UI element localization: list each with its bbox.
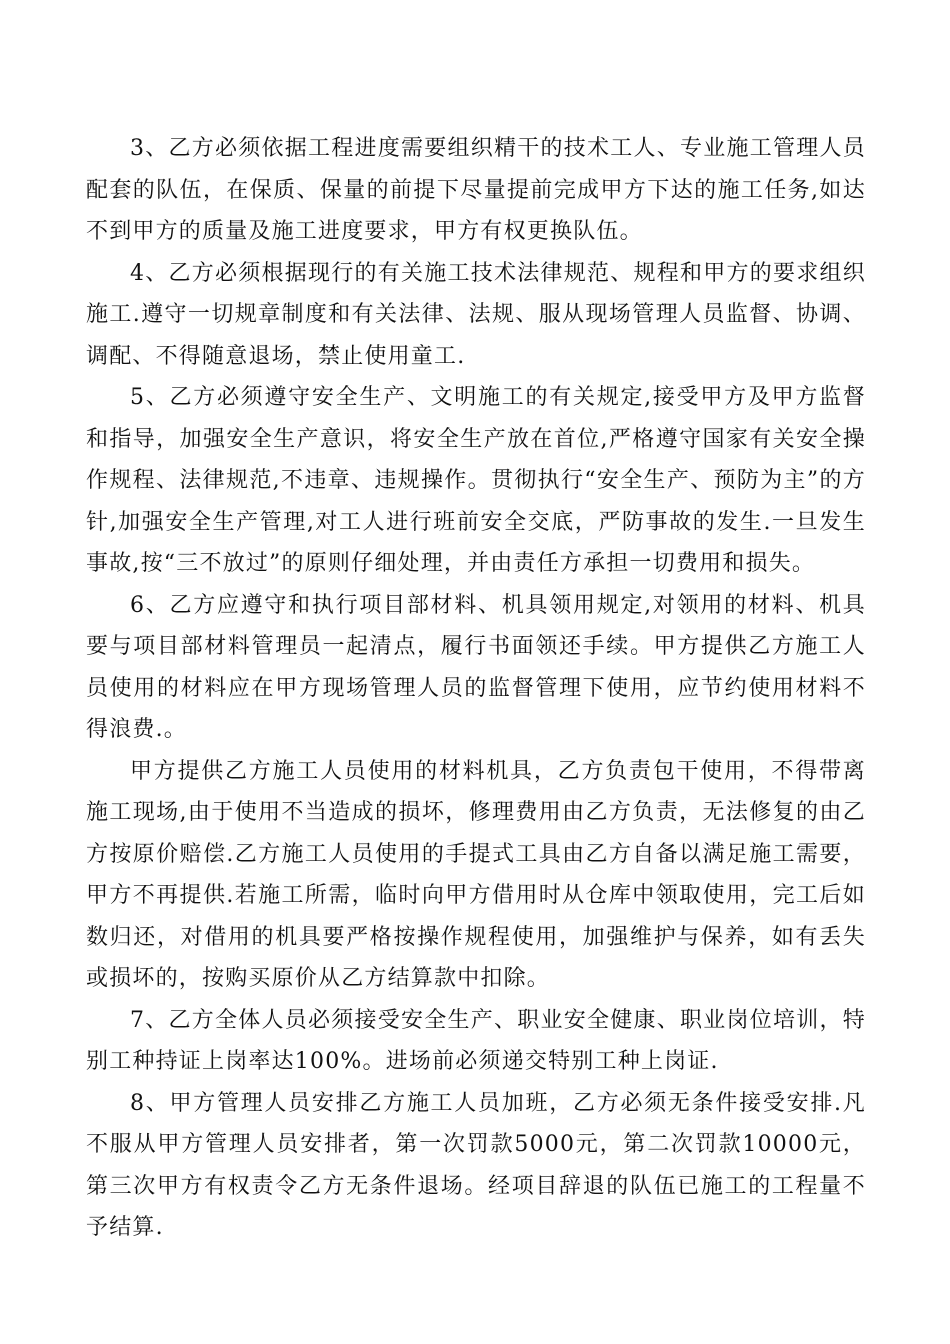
clause-5-paragraph: 5、乙方必须遵守安全生产、文明施工的有关规定,接受甲方及甲方监督和指导，加强安全生产意识，将安全生产放在首位,严格遵守国家有关安全操作规程、法律规范,不违章、违规操作。贯彻执行“安全生产、预防为主”的方针,加强安全生产管理,对工人进行班前安全交底，严防事故的发生.一旦发生事故,按“三不放过”的原则仔细处理，并由责任方承担一切费用和损失。 — [86, 385, 866, 576]
document-body — [86, 128, 866, 1249]
clause-7-paragraph: 7、乙方全体人员必须接受安全生产、职业安全健康、职业岗位培训，特别工种持证上岗率达100%。进场前必须递交特别工种上岗证. — [86, 1007, 866, 1074]
clause-4-paragraph: 4、乙方必须根据现行的有关施工技术法律规范、规程和甲方的要求组织施工.遵守一切规章制度和有关法律、法规、服从现场管理人员监督、协调、调配、不得随意退场，禁止使用童工. — [86, 260, 866, 369]
clause-8-paragraph: 8、甲方管理人员安排乙方施工人员加班，乙方必须无条件接受安排.凡不服从甲方管理人员安排者，第一次罚款5000元，第二次罚款10000元，第三次甲方有权责令乙方无条件退场。经项目辞退的队伍已施工的工程量不予结算. — [86, 1090, 866, 1240]
materials-tools-paragraph: 甲方提供乙方施工人员使用的材料机具，乙方负责包干使用，不得带离施工现场,由于使用不当造成的损坏，修理费用由乙方负责，无法修复的由乙方按原价赔偿.乙方施工人员使用的手提式工具由乙方自备以满足施工需要，甲方不再提供.若施工所需，临时向甲方借用时从仓库中领取使用，完工后如数归还，对借用的机具要严格按操作规程使用，加强维护与保养，如有丢失或损坏的，按购买原价从乙方结算款中扣除。 — [86, 758, 866, 991]
clause-6-paragraph: 6、乙方应遵守和执行项目部材料、机具领用规定,对领用的材料、机具要与项目部材料管理员一起清点，履行书面领还手续。甲方提供乙方施工人员使用的材料应在甲方现场管理人员的监督管理下使用，应节约使用材料不得浪费.。 — [86, 592, 866, 742]
clause-3-paragraph: 3、乙方必须依据工程进度需要组织精干的技术工人、专业施工管理人员配套的队伍，在保质、保量的前提下尽量提前完成甲方下达的施工任务,如达不到甲方的质量及施工进度要求，甲方有权更换队伍。 — [86, 136, 866, 244]
